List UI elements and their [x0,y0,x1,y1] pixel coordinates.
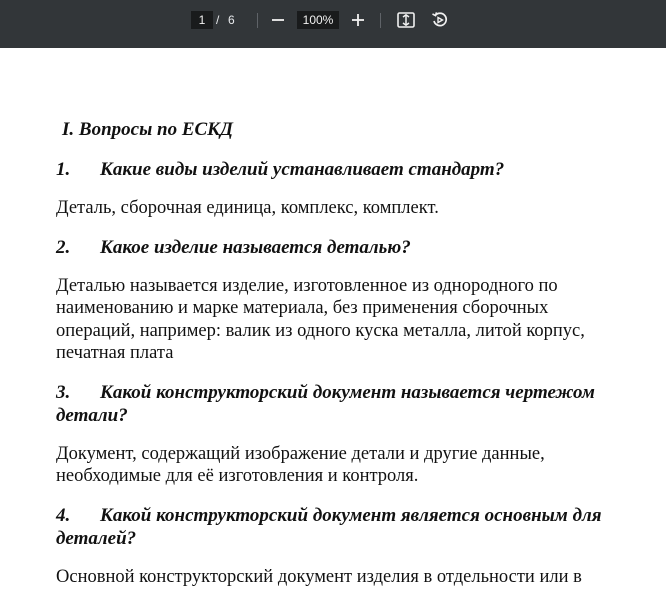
rotate-button[interactable] [428,8,452,32]
zoom-level-input[interactable] [297,11,339,29]
question-heading [56,236,628,259]
answer-paragraph: Основной конструкторский документ изделия в отдельности или в [56,566,582,587]
question-heading [56,158,628,181]
question-number: 2. [56,236,71,258]
document-content [56,118,628,604]
page-separator: / [216,13,220,27]
zoom-out-button[interactable] [266,8,290,32]
fit-page-button[interactable] [394,8,418,32]
question-heading [56,381,628,427]
question-heading [56,504,628,550]
question-number: 3. [56,381,71,403]
document-heading: I. Вопросы по ЕСКД [62,119,234,140]
question-text: Какой конструкторский документ является основным для деталей? [56,504,602,549]
page-number-input[interactable] [191,11,213,29]
rotate-icon [431,11,449,29]
question-number: 1. [56,159,71,180]
pdf-toolbar [0,0,666,48]
page-total: 6 [228,13,235,27]
question-text: Какое изделие называется деталью? [100,236,411,258]
answer-paragraph: Документ, содержащий изображение детали и другие данные, необходимые для её изготовления и контроля. [56,443,545,486]
zoom-in-icon [351,13,365,27]
document-page [0,48,666,588]
question-text: Какие виды изделий устанавливает стандарт? [100,159,505,180]
fit-page-icon [397,12,415,28]
answer-paragraph: Деталью называется изделие, изготовленное из однородного по наименованию и марке материала, без применения сборочных операций, например: валик из одного куска металла, литой корпус, печатная плата [56,275,585,363]
toolbar-divider [380,13,381,28]
toolbar-divider [257,13,258,28]
question-text: Какой конструкторский документ называется чертежом детали? [56,381,595,426]
zoom-level-value: 100% [302,13,334,27]
zoom-out-icon [271,13,285,27]
zoom-in-button[interactable] [346,8,370,32]
question-number: 4. [56,504,71,526]
answer-paragraph: Деталь, сборочная единица, комплекс, комплект. [56,198,439,218]
